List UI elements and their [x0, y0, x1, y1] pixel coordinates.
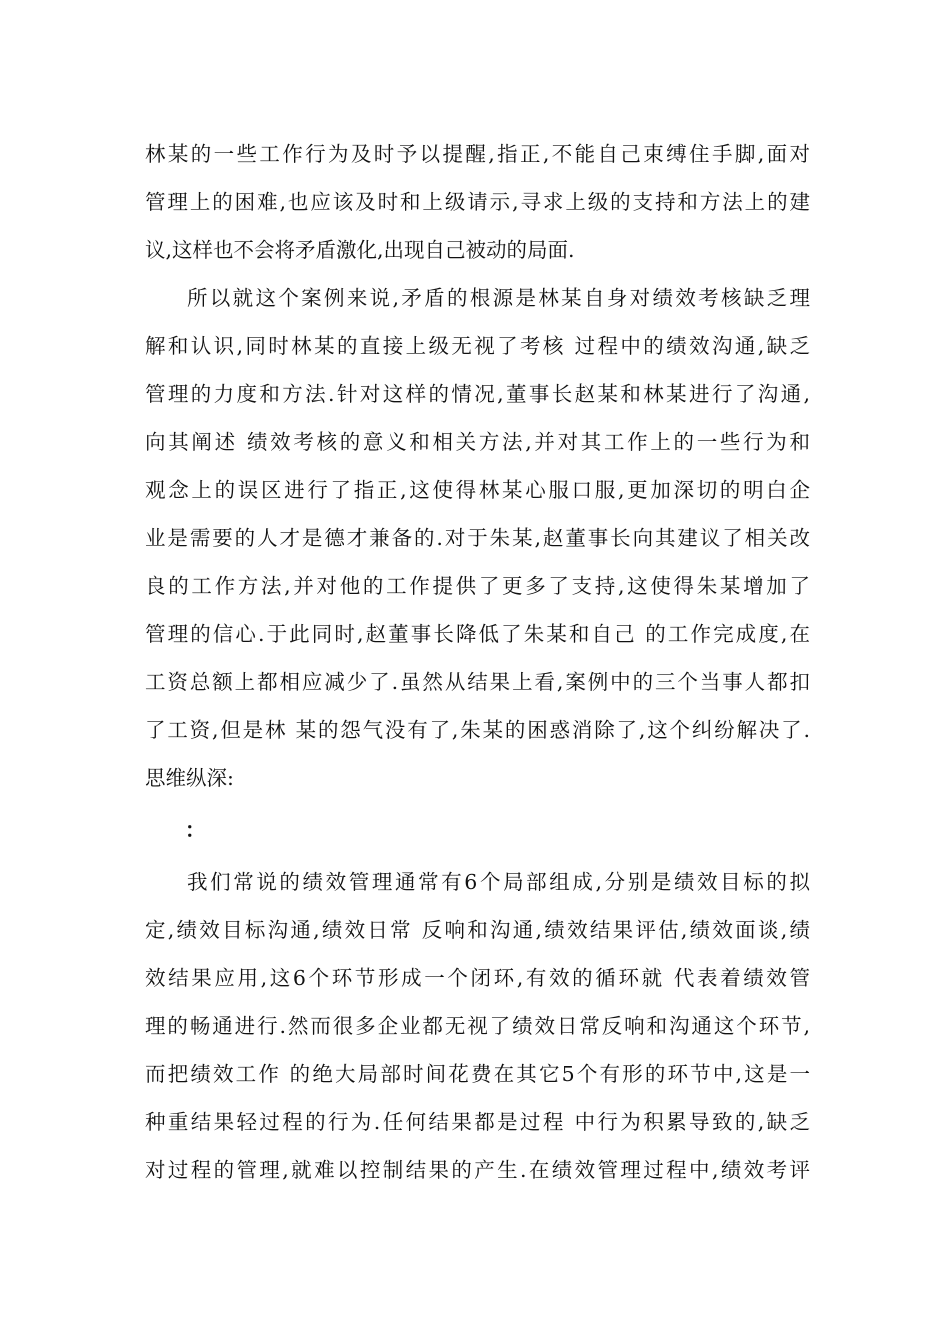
text-line: 对过程的管理,就难以控制结果的产生.在绩效管理过程中,绩效考评 — [145, 1158, 810, 1182]
text-line: 解和认识,同时林某的直接上级无视了考核 过程中的绩效沟通,缺乏 — [145, 334, 810, 358]
text-line: 理的畅通进行.然而很多企业都无视了绩效日常反响和沟通这个环节, — [145, 1014, 810, 1038]
paragraph — [145, 130, 810, 274]
text-line: 业是需要的人才是德才兼备的.对于朱某,赵董事长向其建议了相关改 — [145, 526, 810, 550]
text-line: 而把绩效工作 的绝大局部时间花费在其它5个有形的环节中,这是一 — [145, 1062, 810, 1086]
text-line: 良的工作方法,并对他的工作提供了更多了支持,这使得朱某增加了 — [145, 574, 810, 598]
paragraph — [145, 274, 810, 802]
text-line: 了工资,但是林 某的怨气没有了,朱某的困惑消除了,这个纠纷解决了. — [145, 718, 810, 742]
text-line: 管理的信心.于此同时,赵董事长降低了朱某和自己 的工作完成度,在 — [145, 622, 810, 646]
text-line: 议,这样也不会将矛盾激化,出现自己被动的局面. — [145, 238, 575, 262]
text-line: 林某的一些工作行为及时予以提醒,指正,不能自己束缚住手脚,面对 — [145, 142, 810, 166]
text-line: 观念上的误区进行了指正,这使得林某心服口服,更加深切的明白企 — [145, 478, 810, 502]
text-line: 所以就这个案例来说,矛盾的根源是林某自身对绩效考核缺乏理 — [187, 286, 810, 310]
text-line: 定,绩效目标沟通,绩效日常 反响和沟通,绩效结果评估,绩效面谈,绩 — [145, 918, 810, 942]
document-page — [145, 130, 810, 1194]
text-line: 向其阐述 绩效考核的意义和相关方法,并对其工作上的一些行为和 — [145, 430, 810, 454]
text-line: 我们常说的绩效管理通常有6个局部组成,分别是绩效目标的拟 — [187, 870, 810, 894]
text-line: 管理上的困难,也应该及时和上级请示,寻求上级的支持和方法上的建 — [145, 190, 810, 214]
text-line: 工资总额上都相应减少了.虽然从结果上看,案例中的三个当事人都扣 — [145, 670, 810, 694]
colon-mark: ： — [185, 818, 206, 842]
text-line: 效结果应用,这6个环节形成一个闭环,有效的循环就 代表着绩效管 — [145, 966, 810, 990]
text-line: 管理的力度和方法.针对这样的情况,董事长赵某和林某进行了沟通, — [145, 382, 810, 406]
paragraph — [145, 858, 810, 1194]
text-line: 种重结果轻过程的行为.任何结果都是过程 中行为积累导致的,缺乏 — [145, 1110, 810, 1134]
text-line: 思维纵深: — [145, 766, 234, 790]
